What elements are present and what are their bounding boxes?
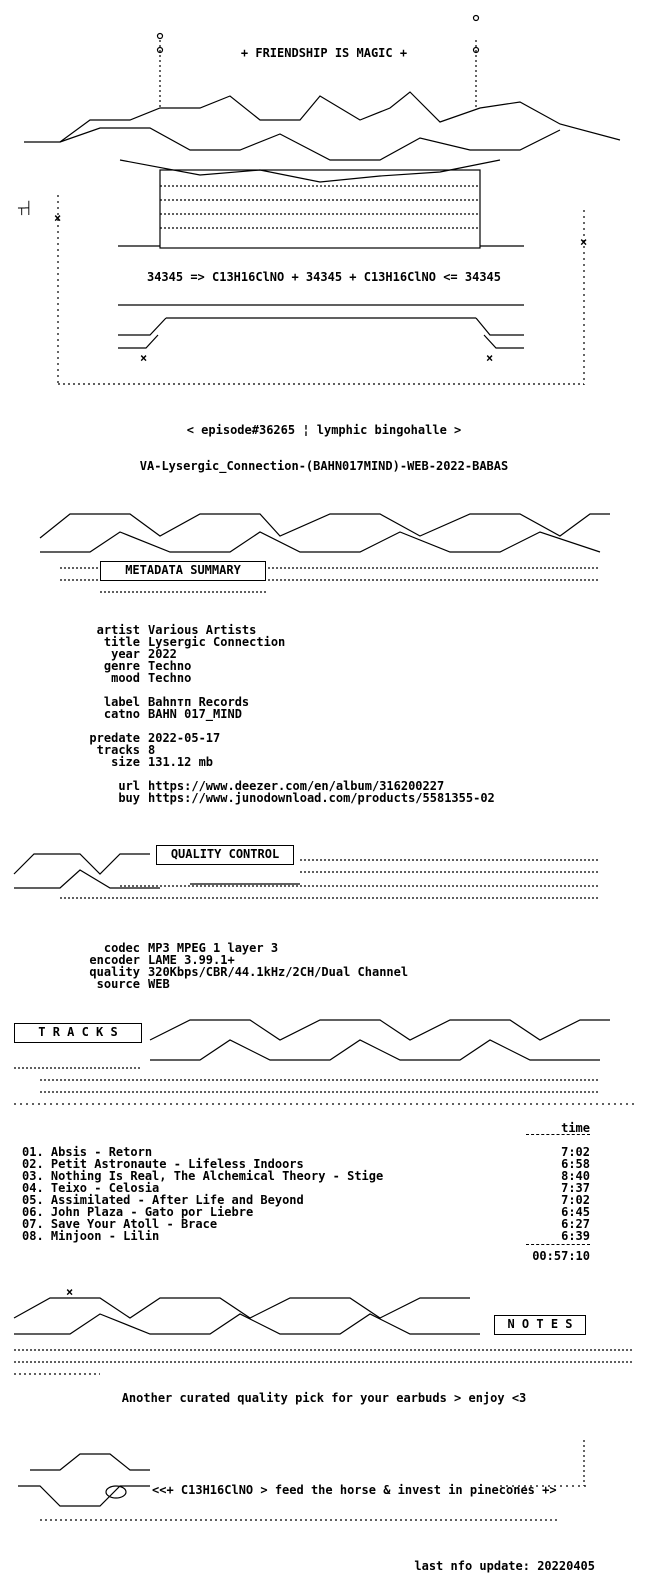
track-time: 6:45: [561, 1205, 590, 1219]
track-title: 02. Petit Astronaute - Lifeless Indoors: [22, 1157, 304, 1171]
quality-value: LAME 3.99.1+: [148, 953, 235, 967]
track-title: 05. Assimilated - After Life and Beyond: [22, 1193, 304, 1207]
track-title: 04. Teixo - Celosia: [22, 1181, 160, 1195]
svg-text:×: ×: [140, 351, 148, 365]
track-time: 6:39: [561, 1229, 590, 1243]
metadata-key: catno: [103, 707, 140, 721]
track-title: 03. Nothing Is Real, The Alchemical Theory - Stige: [22, 1169, 384, 1183]
metadata-value: Techno: [148, 671, 192, 685]
svg-text:×: ×: [580, 235, 588, 249]
metadata-key: title: [103, 635, 140, 649]
time-header: time: [561, 1121, 590, 1135]
track-time: 8:40: [561, 1169, 590, 1183]
metadata-value: BAHN 017_MIND: [148, 707, 242, 721]
metadata-key: url: [118, 779, 140, 793]
metadata-key: predate: [89, 731, 140, 745]
tagline: + FRIENDSHIP IS MAGIC +: [240, 46, 408, 60]
quality-key: encoder: [89, 953, 140, 967]
notes-text: Another curated quality pick for your earbuds > enjoy <3: [121, 1391, 527, 1405]
svg-text:×: ×: [66, 1285, 74, 1299]
last-update: last nfo update: 20220405: [414, 1559, 595, 1573]
metadata-value: Various Artists: [148, 623, 257, 637]
metadata-ascii-art: [0, 496, 648, 606]
url-link[interactable]: https://www.deezer.com/en/album/316200227: [148, 779, 445, 793]
metadata-value: 2022: [148, 647, 177, 661]
track-time: 7:02: [561, 1193, 590, 1207]
metadata-key: buy: [118, 791, 140, 805]
metadata-heading: METADATA SUMMARY: [100, 561, 266, 581]
metadata-value: 8: [148, 743, 156, 757]
metadata-key: size: [111, 755, 140, 769]
notes-heading: N O T E S: [494, 1315, 586, 1335]
svg-text:×: ×: [486, 351, 494, 365]
buy-link[interactable]: https://www.junodownload.com/products/5581355-02: [148, 791, 495, 805]
total-time: 00:57:10: [532, 1249, 590, 1263]
svg-text:┬┤: ┬┤: [18, 201, 33, 215]
formula: 34345 => C13H16ClNO + 34345 + C13H16ClNO <= 34345: [146, 270, 501, 284]
metadata-key: genre: [103, 659, 140, 673]
track-title: 01. Absis - Retorn: [22, 1145, 153, 1159]
quality-key: source: [96, 977, 140, 991]
track-title: 08. Minjoon - Lilin: [22, 1229, 160, 1243]
track-time: 6:58: [561, 1157, 590, 1171]
quality-value: 320Kbps/CBR/44.1kHz/2CH/Dual Channel: [148, 965, 409, 979]
total-divider: [526, 1244, 590, 1245]
quality-key: quality: [89, 965, 140, 979]
quality-value: MP3 MPEG 1 layer 3: [148, 941, 279, 955]
metadata-key: mood: [111, 671, 140, 685]
metadata-value: 2022-05-17: [148, 731, 221, 745]
metadata-value: Techno: [148, 659, 192, 673]
track-time: 7:02: [561, 1145, 590, 1159]
track-title: 07. Save Your Atoll - Brace: [22, 1217, 218, 1231]
quality-value: WEB: [148, 977, 170, 991]
metadata-key: year: [111, 647, 140, 661]
track-title: 06. John Plaza - Gato por Liebre: [22, 1205, 254, 1219]
metadata-value: Lysergic Connection: [148, 635, 286, 649]
release-name: VA-Lysergic_Connection-(BAHN017MIND)-WEB-2022-BABAS: [139, 459, 509, 473]
metadata-value: Bahnтп Records: [148, 695, 250, 709]
track-time: 6:27: [561, 1217, 590, 1231]
quality-heading: QUALITY CONTROL: [156, 845, 294, 865]
quality-ascii-art: [0, 830, 648, 920]
metadata-key: artist: [96, 623, 140, 637]
svg-text:×: ×: [54, 211, 62, 225]
metadata-key: label: [103, 695, 140, 709]
quality-key: codec: [103, 941, 140, 955]
time-divider: [526, 1134, 590, 1135]
metadata-key: tracks: [96, 743, 140, 757]
footer-slogan: <<+ C13H16ClNO > feed the horse & invest in pinecones +>: [152, 1483, 557, 1497]
tracks-heading: T R A C K S: [14, 1023, 142, 1043]
episode: < episode#36265 ¦ lymphic bingohalle >: [186, 423, 462, 437]
track-time: 7:37: [561, 1181, 590, 1195]
header-ascii-art: [0, 0, 648, 400]
metadata-value: 131.12 mb: [148, 755, 214, 769]
